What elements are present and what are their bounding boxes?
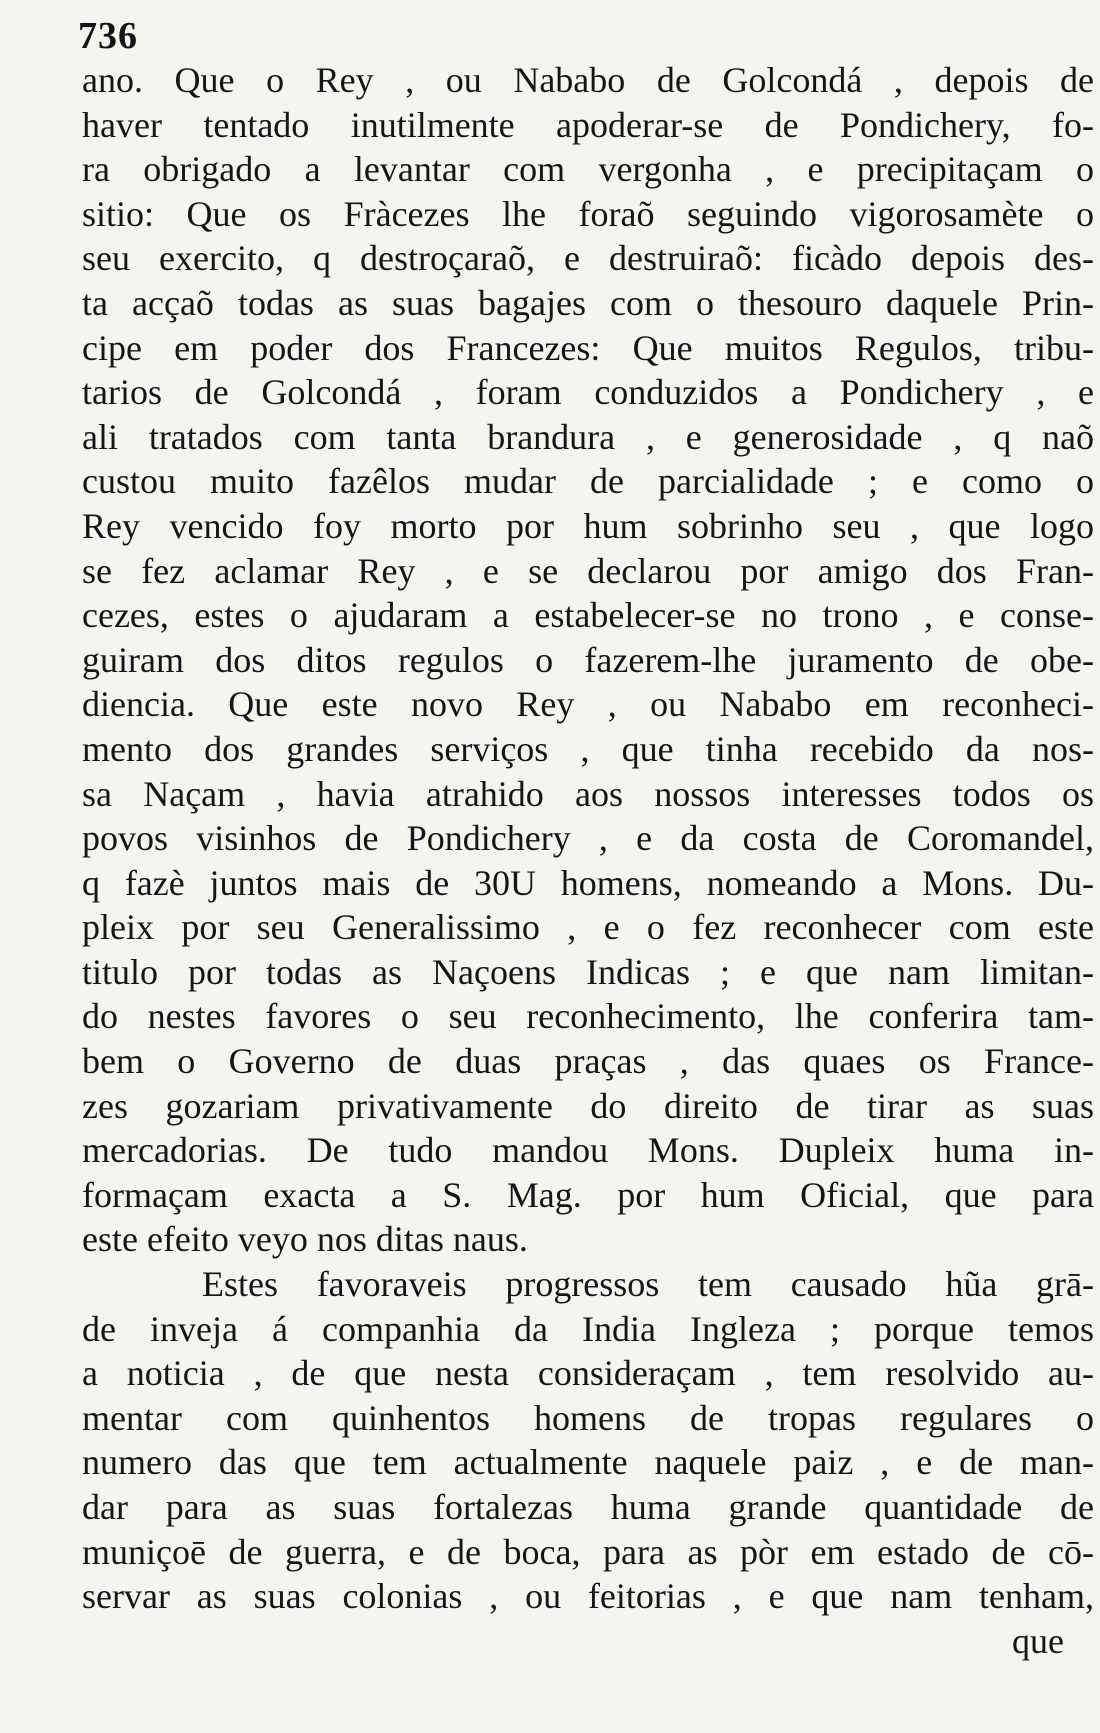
text-line: sitio: Que os Fràcezes lhe foraõ seguindo vigorosamète o <box>82 193 1094 234</box>
text-line: ra obrigado a levantar com vergonha , e precipitaçam o <box>82 149 1094 190</box>
text-line: q fazè juntos mais de 30U homens, nomeando a Mons. Du- <box>82 862 1094 903</box>
text-line: povos visinhos de Pondichery , e da costa de Coromandel, <box>82 818 1094 859</box>
text-line: mercadorias. De tudo mandou Mons. Dupleix huma in- <box>82 1130 1094 1171</box>
text-line: Estes favoraveis progressos tem causado hũa grā- <box>202 1264 1094 1305</box>
text-line: a noticia , de que nesta consideraçam , tem resolvido au- <box>82 1353 1094 1394</box>
text-line: ano. Que o Rey , ou Nababo de Golcondá , depois de <box>82 60 1094 100</box>
text-line: tarios de Golcondá , foram conduzidos a Pondichery , e <box>82 372 1094 413</box>
text-line: seu exercito, q destroçaraõ, e destruiraõ: ficàdo depois des- <box>82 238 1094 279</box>
page-number: 736 <box>78 15 138 57</box>
text-line: zes gozariam privativamente do direito de tirar as suas <box>82 1085 1094 1126</box>
text-line: se fez aclamar Rey , e se declarou por amigo dos Fran- <box>82 550 1094 591</box>
body-text <box>82 58 1094 1663</box>
text-line: dar para as suas fortalezas huma grande quantidade de <box>82 1487 1094 1527</box>
text-line: muniçoē de guerra, e de boca, para as pòr em estado de cō- <box>82 1531 1094 1572</box>
text-line: sa Naçam , havia atrahido aos nossos interesses todos os <box>82 773 1094 814</box>
text-line: este efeito veyo nos ditas naus. <box>82 1219 528 1260</box>
text-line: titulo por todas as Naçoens Indicas ; e que nam limitan- <box>82 951 1094 992</box>
text-line: pleix por seu Generalissimo , e o fez reconhecer com este <box>82 907 1094 948</box>
text-line: servar as suas colonias , ou feitorias , e que nam tenham, <box>82 1576 1094 1617</box>
paragraph <box>82 1262 1094 1619</box>
text-line: ta acçaõ todas as suas bagajes com o thesouro daquele Prin- <box>82 282 1094 323</box>
text-line: ali tratados com tanta brandura , e generosidade , q naõ <box>82 416 1094 457</box>
text-line: bem o Governo de duas praças , das quaes os France- <box>82 1041 1094 1082</box>
text-line: do nestes favores o seu reconhecimento, lhe conferira tam- <box>82 996 1094 1037</box>
text-line: haver tentado inutilmente apoderar-se de Pondichery, fo- <box>82 104 1094 145</box>
text-line: numero das que tem actualmente naquele paiz , e de man- <box>82 1442 1094 1483</box>
text-line: diencia. Que este novo Rey , ou Nababo em reconheci- <box>82 684 1094 725</box>
catchword: que <box>1012 1620 1064 1661</box>
text-line: custou muito fazêlos mudar de parcialidade ; e como o <box>82 461 1094 502</box>
text-line: mento dos grandes serviços , que tinha recebido da nos- <box>82 728 1094 769</box>
paragraph <box>82 58 1094 1262</box>
text-line: guiram dos ditos regulos o fazerem-lhe juramento de obe- <box>82 639 1094 680</box>
text-line: cezes, estes o ajudaram a estabelecer-se no trono , e conse- <box>82 595 1094 636</box>
text-line: cipe em poder dos Francezes: Que muitos Regulos, tribu- <box>82 327 1094 368</box>
text-line: mentar com quinhentos homens de tropas regulares o <box>82 1397 1094 1438</box>
text-line: de inveja á companhia da India Ingleza ; porque temos <box>82 1308 1094 1349</box>
text-line: formaçam exacta a S. Mag. por hum Oficial, que para <box>82 1174 1094 1215</box>
text-line: Rey vencido foy morto por hum sobrinho seu , que logo <box>82 505 1094 546</box>
